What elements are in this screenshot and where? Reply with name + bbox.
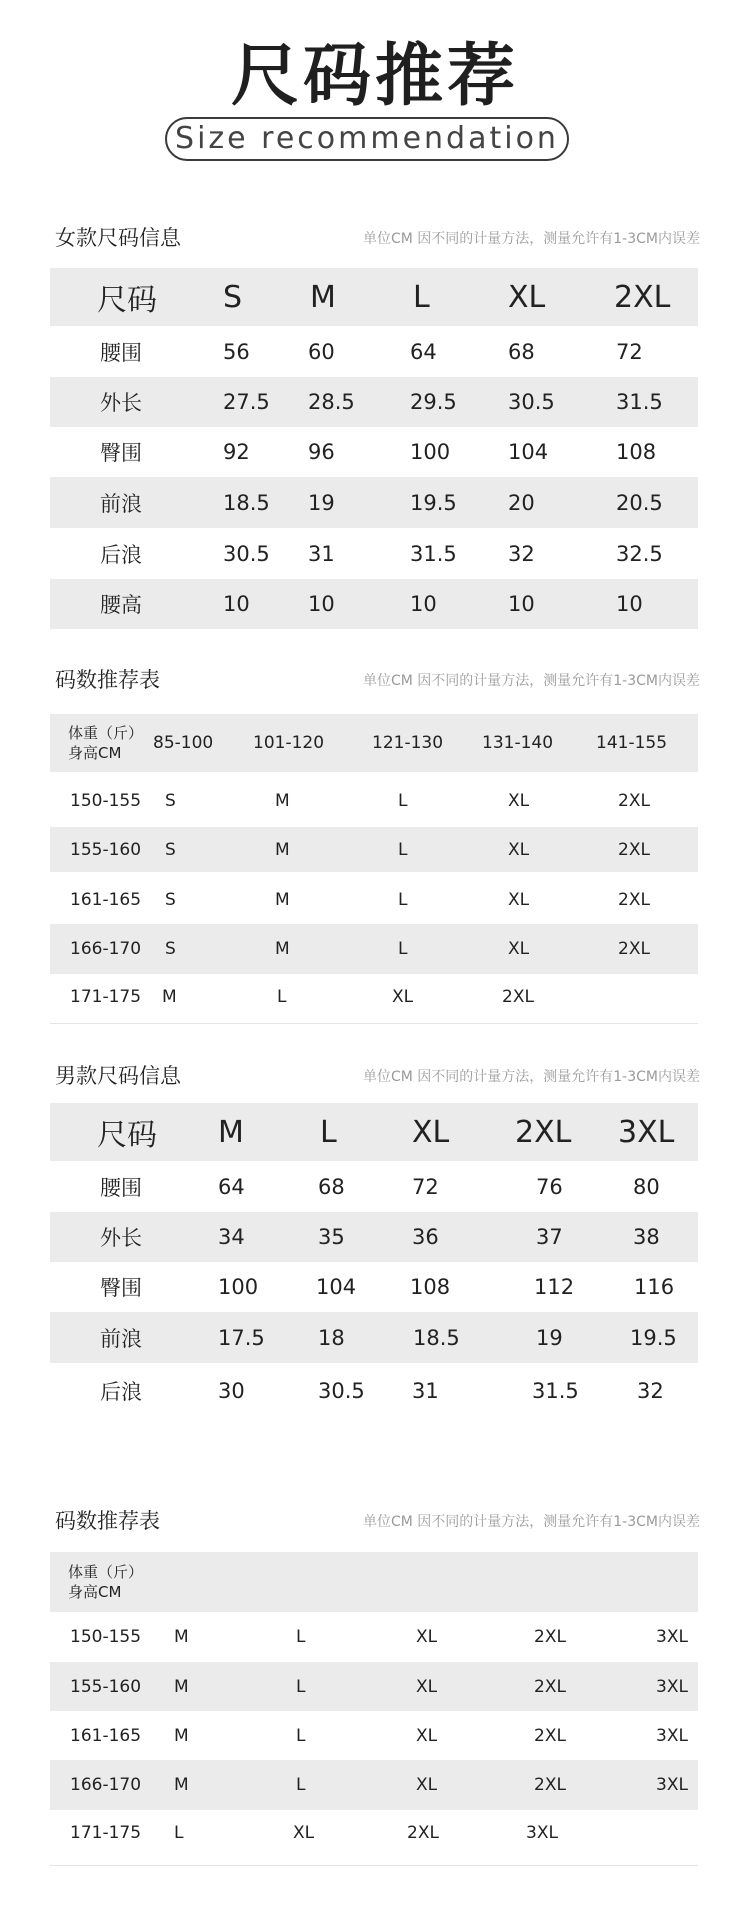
table-cell: 100 [410, 440, 451, 464]
table-cell: L [398, 889, 408, 910]
page-subtitle: Size recommendation [165, 117, 569, 161]
row-label: 后浪 [100, 1379, 142, 1404]
table-cell: 56 [223, 339, 250, 364]
table-cell: 2XL [534, 1775, 566, 1795]
table-cell: 2XL [618, 889, 650, 910]
table-cell: L [296, 1775, 306, 1795]
table-row [50, 974, 698, 1019]
column-header: XL [508, 279, 546, 315]
table-cell: 19.5 [630, 1325, 677, 1350]
table-cell: 100 [218, 1275, 259, 1299]
table-cell: 36 [412, 1225, 439, 1249]
table-cell: S [165, 790, 176, 811]
table-cell: L [398, 790, 408, 811]
row-label: 171-175 [70, 1823, 142, 1843]
table-cell: XL [508, 790, 530, 811]
table-cell: 31 [412, 1378, 439, 1403]
row-label: 前浪 [100, 491, 142, 516]
column-header: 2XL [515, 1114, 572, 1150]
table-cell: M [275, 839, 290, 860]
unit-note: 单位CM 因不同的计量方法，测量允许有1-3CM内误差 [362, 1069, 700, 1085]
table-row [50, 778, 698, 823]
page-title: 尺码推荐 [230, 37, 519, 116]
women-size-title: 女款尺码信息 [55, 226, 181, 250]
column-header: 尺码 [97, 283, 157, 318]
table-row [50, 1711, 698, 1760]
table-row [50, 924, 698, 974]
table-cell: 10 [508, 592, 535, 616]
table-row [50, 1662, 698, 1711]
weight-header: 体重（斤） [68, 724, 144, 742]
row-label: 臀围 [100, 441, 142, 465]
table-header-row [50, 268, 698, 326]
row-label: 155-160 [70, 839, 142, 860]
table-cell: 28.5 [308, 390, 355, 414]
table-cell: 64 [218, 1174, 245, 1199]
weight-range-header: 101-120 [253, 733, 325, 753]
table-cell: 104 [508, 440, 549, 464]
table-header-row [50, 1103, 698, 1161]
weight-range-header: 85-100 [153, 733, 214, 753]
table-cell: M [174, 1725, 189, 1746]
weight-height-header [68, 1552, 143, 1612]
row-label: 臀围 [100, 1276, 142, 1300]
column-header: XL [412, 1114, 450, 1150]
men-size-title: 男款尺码信息 [55, 1064, 181, 1088]
table-cell: 37 [536, 1225, 563, 1249]
table-cell: 76 [536, 1174, 563, 1199]
table-cell: 20 [508, 490, 535, 515]
table-cell: 20.5 [616, 490, 663, 515]
table-cell: 108 [410, 1275, 451, 1299]
row-label: 150-155 [70, 1627, 142, 1647]
table-cell: 10 [616, 592, 643, 616]
weight-range-header: 141-155 [596, 733, 668, 753]
table-cell: 17.5 [218, 1325, 265, 1350]
table-cell: 10 [308, 592, 335, 616]
table-cell: 18.5 [223, 490, 270, 515]
table-cell: 3XL [526, 1823, 558, 1843]
height-header: 身高CM [68, 1583, 122, 1601]
column-header: 尺码 [97, 1118, 157, 1153]
table-cell: XL [416, 1725, 438, 1746]
women-reco-title: 码数推荐表 [55, 668, 160, 692]
row-label: 腰围 [100, 340, 142, 365]
table-cell: M [275, 889, 290, 910]
column-header: 3XL [618, 1114, 675, 1150]
table-cell: 60 [308, 339, 335, 364]
table-cell: XL [508, 939, 530, 959]
table-cell: L [398, 939, 408, 959]
table-cell: 32 [637, 1378, 664, 1403]
table-cell: XL [508, 889, 530, 910]
table-row [50, 875, 698, 924]
column-header: M [218, 1114, 244, 1150]
table-cell: XL [293, 1823, 315, 1843]
table-cell: 96 [308, 440, 335, 464]
table-cell: 34 [218, 1225, 245, 1249]
table-cell: S [165, 889, 176, 910]
table-cell: 92 [223, 440, 250, 464]
table-cell: 104 [316, 1275, 357, 1299]
table-cell: 2XL [502, 986, 534, 1007]
table-cell: 29.5 [410, 390, 457, 414]
table-row [50, 528, 698, 579]
weight-range-header: 121-130 [372, 733, 444, 753]
table-cell: L [296, 1627, 306, 1647]
row-label: 后浪 [100, 542, 142, 567]
table-row [50, 1262, 698, 1312]
row-label: 外长 [100, 391, 142, 415]
table-row [50, 1613, 698, 1661]
table-header-row [50, 714, 698, 772]
table-cell: 30.5 [508, 390, 555, 414]
table-cell: 31.5 [616, 390, 663, 414]
table-cell: 32.5 [616, 541, 663, 566]
column-header: 2XL [614, 279, 671, 315]
row-label: 166-170 [70, 1775, 142, 1795]
table-cell: 3XL [656, 1725, 688, 1746]
table-header-row [50, 1552, 698, 1612]
table-cell: S [165, 839, 176, 860]
table-cell: 38 [633, 1225, 660, 1249]
row-label: 166-170 [70, 939, 142, 959]
table-cell: 116 [634, 1275, 675, 1299]
table-row [50, 427, 698, 477]
table-cell: 2XL [618, 790, 650, 811]
weight-range-header: 131-140 [482, 733, 554, 753]
table-cell: L [296, 1676, 306, 1697]
table-cell: 31.5 [532, 1378, 579, 1403]
table-cell: 10 [223, 592, 250, 616]
table-cell: 68 [508, 339, 535, 364]
table-cell: 3XL [656, 1775, 688, 1795]
table-cell: 30.5 [223, 541, 270, 566]
table-row [50, 1760, 698, 1810]
row-label: 150-155 [70, 790, 142, 811]
table-cell: XL [416, 1676, 438, 1697]
table-cell: 2XL [407, 1823, 439, 1843]
table-cell: M [174, 1627, 189, 1647]
table-cell: L [174, 1823, 184, 1843]
table-cell: 80 [633, 1174, 660, 1199]
table-cell: 35 [318, 1225, 345, 1249]
divider [50, 1865, 698, 1866]
row-label: 161-165 [70, 889, 142, 910]
table-cell: 112 [534, 1275, 575, 1299]
table-cell: 18.5 [413, 1325, 460, 1350]
row-label: 171-175 [70, 986, 142, 1007]
table-cell: 27.5 [223, 390, 270, 414]
table-cell: M [174, 1676, 189, 1697]
table-cell: L [296, 1725, 306, 1746]
column-header: M [310, 279, 336, 315]
row-label: 161-165 [70, 1725, 142, 1746]
table-cell: 19 [308, 490, 335, 515]
table-cell: 19.5 [410, 490, 457, 515]
column-header: L [320, 1114, 337, 1150]
men-reco-title: 码数推荐表 [55, 1509, 160, 1533]
unit-note: 单位CM 因不同的计量方法，测量允许有1-3CM内误差 [362, 1514, 700, 1530]
table-cell: S [165, 939, 176, 959]
table-row [50, 1161, 698, 1212]
table-cell: XL [416, 1627, 438, 1647]
table-cell: L [277, 986, 287, 1007]
table-row [50, 477, 698, 528]
table-cell: XL [416, 1775, 438, 1795]
table-cell: 2XL [618, 939, 650, 959]
table-cell: 18 [318, 1325, 345, 1350]
table-cell: 2XL [534, 1676, 566, 1697]
table-cell: 2XL [534, 1627, 566, 1647]
unit-note: 单位CM 因不同的计量方法，测量允许有1-3CM内误差 [362, 231, 700, 247]
table-cell: 2XL [618, 839, 650, 860]
table-cell: 2XL [534, 1725, 566, 1746]
table-cell: M [275, 939, 290, 959]
row-label: 腰高 [100, 593, 142, 617]
table-cell: 31 [308, 541, 335, 566]
table-cell: M [162, 986, 177, 1007]
table-cell: 108 [616, 440, 657, 464]
divider [50, 1023, 698, 1024]
row-label: 155-160 [70, 1676, 142, 1697]
table-cell: 19 [536, 1325, 563, 1350]
table-row [50, 579, 698, 629]
table-cell: M [174, 1775, 189, 1795]
table-cell: 10 [410, 592, 437, 616]
row-label: 外长 [100, 1226, 142, 1250]
table-row [50, 1212, 698, 1262]
table-row [50, 1363, 698, 1418]
weight-header: 体重（斤） [68, 1563, 144, 1581]
column-header: S [223, 279, 243, 315]
table-cell: L [398, 839, 408, 860]
table-cell: 30 [218, 1378, 245, 1403]
table-row [50, 1810, 698, 1856]
table-cell: 72 [412, 1174, 439, 1199]
unit-note: 单位CM 因不同的计量方法，测量允许有1-3CM内误差 [362, 673, 700, 689]
table-cell: 30.5 [318, 1378, 365, 1403]
table-cell: 3XL [656, 1676, 688, 1697]
table-row [50, 326, 698, 377]
table-row [50, 377, 698, 427]
table-cell: 32 [508, 541, 535, 566]
height-header: 身高CM [68, 744, 122, 762]
column-header: L [413, 279, 430, 315]
row-label: 前浪 [100, 1326, 142, 1351]
table-cell: 31.5 [410, 541, 457, 566]
table-cell: 64 [410, 339, 437, 364]
weight-height-header [68, 714, 143, 772]
table-cell: XL [508, 839, 530, 860]
table-cell: 3XL [656, 1627, 688, 1647]
table-cell: XL [392, 986, 414, 1007]
table-row [50, 1312, 698, 1363]
row-label: 腰围 [100, 1175, 142, 1200]
table-row [50, 827, 698, 872]
table-cell: 72 [616, 339, 643, 364]
table-cell: M [275, 790, 290, 811]
table-cell: 68 [318, 1174, 345, 1199]
